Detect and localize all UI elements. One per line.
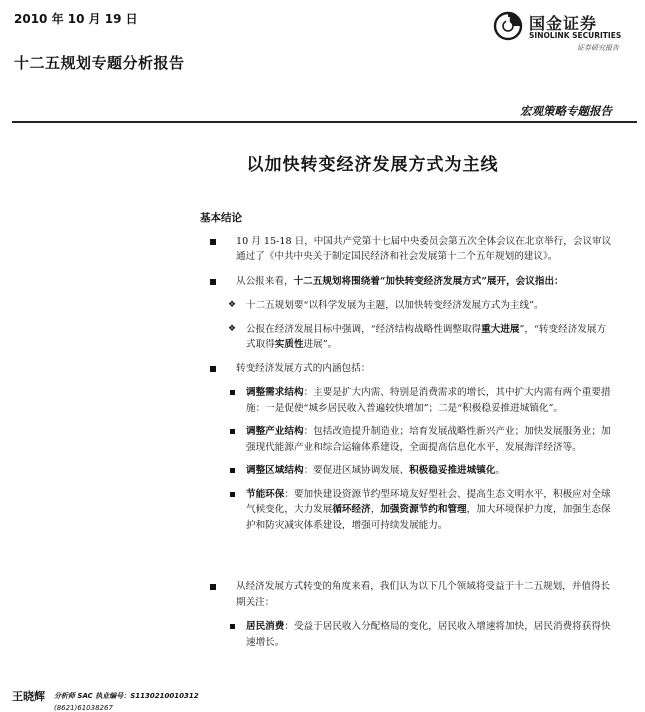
item-text: ， xyxy=(370,504,381,515)
bullet-text: 从经济发展方式转变的角度来看，我们认为以下几个领域将受益于十二五规划，并值得长期关注： xyxy=(236,581,611,608)
summary-section xyxy=(200,211,615,658)
emphasis: 循环经济 xyxy=(332,504,371,515)
check-bullet-icon: ❖ xyxy=(228,323,237,334)
item-label: 调整需求结构 xyxy=(246,387,304,398)
item-text: ：受益于居民收入分配格局的变化，居民收入增速将加快，居民消费将获得快速增长。 xyxy=(246,621,611,648)
square-bullet-icon xyxy=(230,390,235,395)
report-series-title: 十二五规划专题分析报告 xyxy=(14,54,185,72)
sub-bullet-goals xyxy=(200,322,615,353)
item-label: 居民消费 xyxy=(246,621,285,632)
sub-bullet-energy xyxy=(200,487,615,534)
bullet-text: 从公报来看， xyxy=(236,275,294,287)
item-text: ：主要是扩大内需、特别是消费需求的增长，其中扩大内需有两个重要措施：一是促使“城乡居民收入普遍较快增加”；二是“积极稳妥推进城镇化”。 xyxy=(246,387,611,414)
item-text: ：包括改造提升制造业；培育发展战略性新兴产业；加快发展服务业；加强现代能源产业和综合运输体系建设，全面提高信息化水平，发展海洋经济等。 xyxy=(246,426,611,453)
bullet-communique xyxy=(200,274,615,290)
logo-english-name: SINOLINK SECURITIES xyxy=(529,31,622,40)
analyst-name: 王晓辉 xyxy=(12,690,45,703)
item-label: 节能环保 xyxy=(246,488,285,500)
report-category: 宏观策略专题报告 xyxy=(520,104,612,118)
item-text: 。 xyxy=(495,465,506,476)
spacer xyxy=(200,541,615,579)
item-text: ：要促进区域协调发展、 xyxy=(303,465,410,476)
sub-bullet-text: 公报在经济发展目标中强调，“经济结构战略性调整取得 xyxy=(246,323,482,335)
logo-chinese-name: 国金证券 xyxy=(529,14,598,33)
sub-bullet-industry xyxy=(200,424,615,455)
square-bullet-icon xyxy=(230,429,235,434)
page-title: 以加快转变经济发展方式为主线 xyxy=(246,155,499,175)
header-divider xyxy=(12,121,637,123)
sub-bullet-consumption xyxy=(200,619,615,650)
sinolink-logo-icon xyxy=(493,11,523,41)
logo-subtitle: 证券研究报告 xyxy=(577,44,619,52)
item-label: 调整产业结构 xyxy=(246,426,304,437)
bullet-meeting xyxy=(200,234,615,265)
bullet-connotation xyxy=(200,361,615,377)
analyst-phone: (8621)61038267 xyxy=(54,704,113,712)
bullet-text: 转变经济发展方式的内涵包括： xyxy=(236,362,371,374)
square-bullet-icon xyxy=(210,279,216,285)
section-heading: 基本结论 xyxy=(200,212,242,224)
company-logo xyxy=(493,9,633,55)
sub-bullet-text: 十二五规划要“以科学发展为主题，以加快转变经济发展方式为主线”。 xyxy=(246,300,544,311)
bullet-text: 10 月 15-18 日，中国共产党第十七届中央委员会第五次全体会议在北京举行，会议审议通过了《中共中央关于制定国民经济和社会发展第十二个五年规划的建议》。 xyxy=(236,235,612,262)
item-text: ：要加快建设资源节约型环境友好型社会、提高生态文明水平，积极应对全球气候变化，大力发展 xyxy=(246,488,611,515)
sub-bullet-theme xyxy=(200,298,615,314)
square-bullet-icon xyxy=(210,239,216,245)
square-bullet-icon xyxy=(210,366,216,372)
emphasis: 重大进展 xyxy=(481,323,520,335)
item-text: ，加大环境保护力度，加强生态保护和防灾减灾体系建设，增强可持续发展能力。 xyxy=(246,504,611,531)
sub-bullet-text: 进展”。 xyxy=(303,339,338,350)
square-bullet-icon xyxy=(230,624,235,629)
sub-bullet-text: ”，“转变经济发展方式取得 xyxy=(246,323,607,350)
emphasis: 积极稳妥推进城镇化 xyxy=(409,465,496,476)
emphasis: 加强资源节约和管理 xyxy=(380,504,467,515)
square-bullet-icon xyxy=(230,468,235,473)
sub-bullet-region xyxy=(200,463,615,479)
square-bullet-icon xyxy=(210,584,216,590)
sub-bullet-demand xyxy=(200,385,615,416)
bullet-beneficiaries xyxy=(200,579,615,610)
square-bullet-icon xyxy=(230,492,235,497)
bullet-bold-text: 十二五规划将围绕着“加快转变经济发展方式”展开，会议指出： xyxy=(293,275,564,287)
emphasis: 实质性 xyxy=(274,339,304,350)
check-bullet-icon: ❖ xyxy=(228,300,237,310)
report-date: 2010 年 10 月 19 日 xyxy=(14,12,138,26)
item-label: 调整区域结构 xyxy=(246,465,304,476)
analyst-certificate: 分析师 SAC 执业编号：S1130210010312 xyxy=(54,692,199,700)
